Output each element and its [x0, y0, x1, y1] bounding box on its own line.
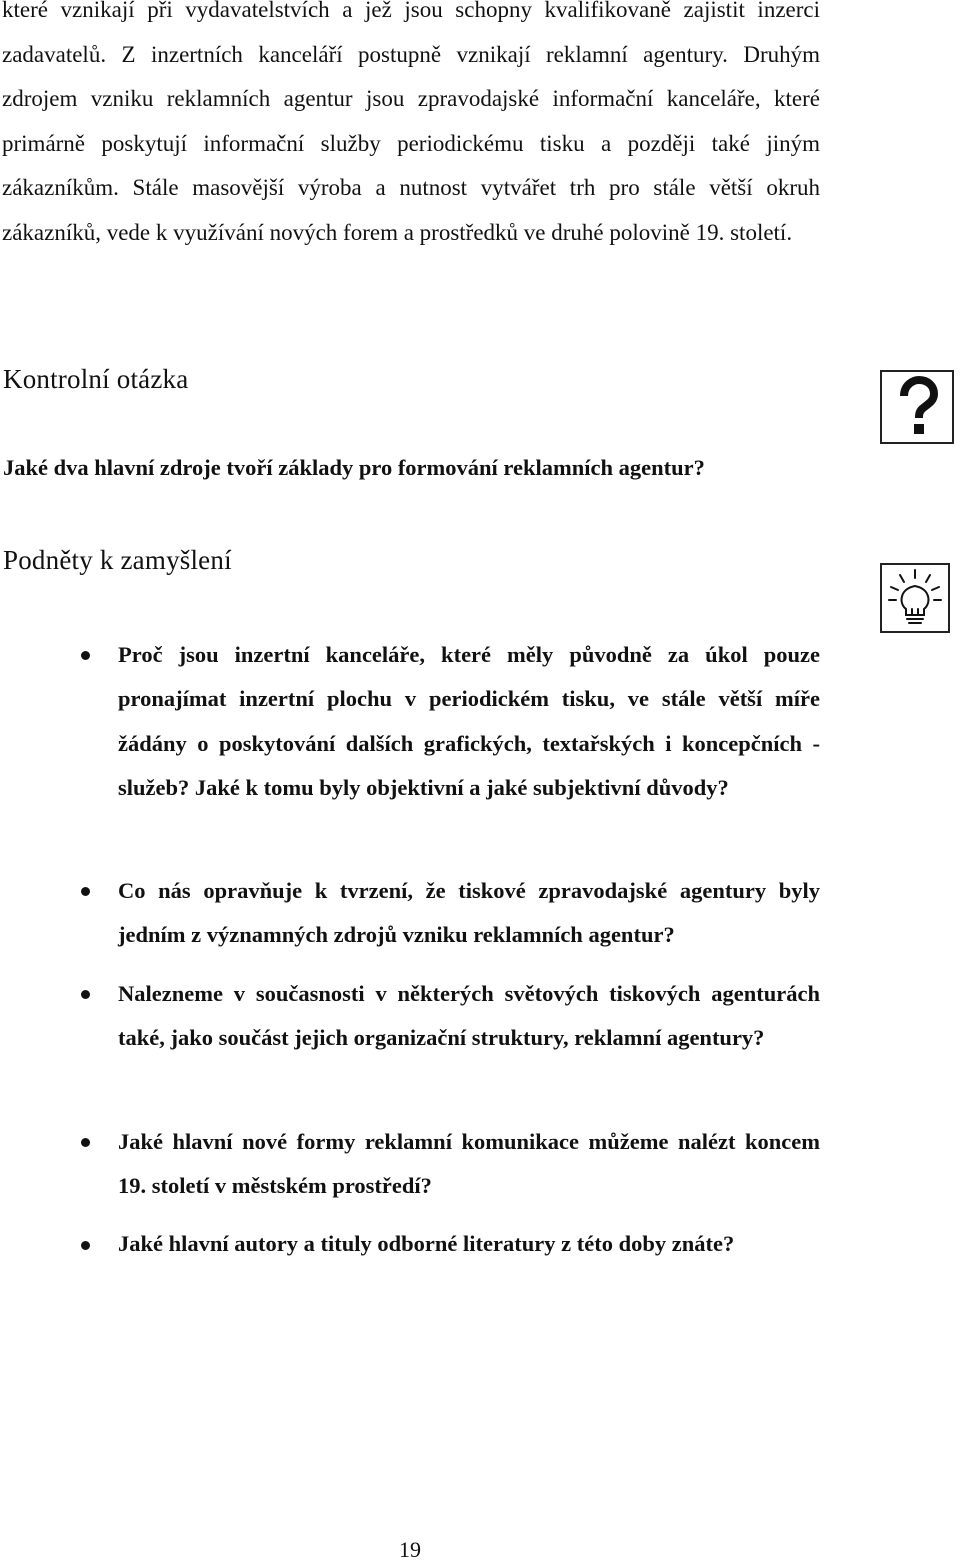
list-item: Nalezneme v současnosti v některých světových tiskových agenturách také, jako součást jejich organizační struktury, reklamní agentury? [118, 972, 820, 1061]
list-item: Co nás opravňuje k tvrzení, že tiskové zpravodajské agentury byly jedním z významných zdrojů vzniku reklamních agentur? [118, 869, 820, 958]
list-item: Jaké hlavní autory a tituly odborné literatury z této doby znáte? [118, 1223, 820, 1259]
control-question-text: Jaké dva hlavní zdroje tvoří základy pro formování reklamních agentur? [3, 455, 705, 480]
question-mark-icon [880, 370, 954, 444]
light-bulb-icon [880, 563, 950, 633]
list-item: Jaké hlavní nové formy reklamní komunikace můžeme nalézt koncem 19. století v městském prostředí? [118, 1120, 820, 1209]
control-question-heading: Kontrolní otázka [3, 364, 189, 394]
list-item: Proč jsou inzertní kanceláře, které měly původně za úkol pouze pronajímat inzertní plochu v periodickém tisku, ve stále větší míře žádány o poskytování dalších grafických, textařských i koncepčních - služeb? Jaké k tomu byly objektivní a jaké subjektivní důvody? [118, 633, 820, 810]
page-number: 19 [399, 1537, 421, 1562]
reflection-heading: Podněty k zamyšlení [3, 545, 232, 575]
intro-paragraph: které vznikají při vydavatelstvích a jež jsou schopny kvalifikovaně zajistit inzerci zadavatelů. Z inzertních kanceláří postupně vznikají reklamní agentury. Druhým zdrojem vzniku reklamních agentur jsou zpravodajské informační kanceláře, které primárně poskytují informační služby periodickému tisku a později také jiným zákazníkům. Stále masovější výroba a nutnost vytvářet trh pro stále větší okruh zákazníků, vede k využívání nových forem a prostředků ve druhé polovině 19. století. [2, 0, 820, 245]
